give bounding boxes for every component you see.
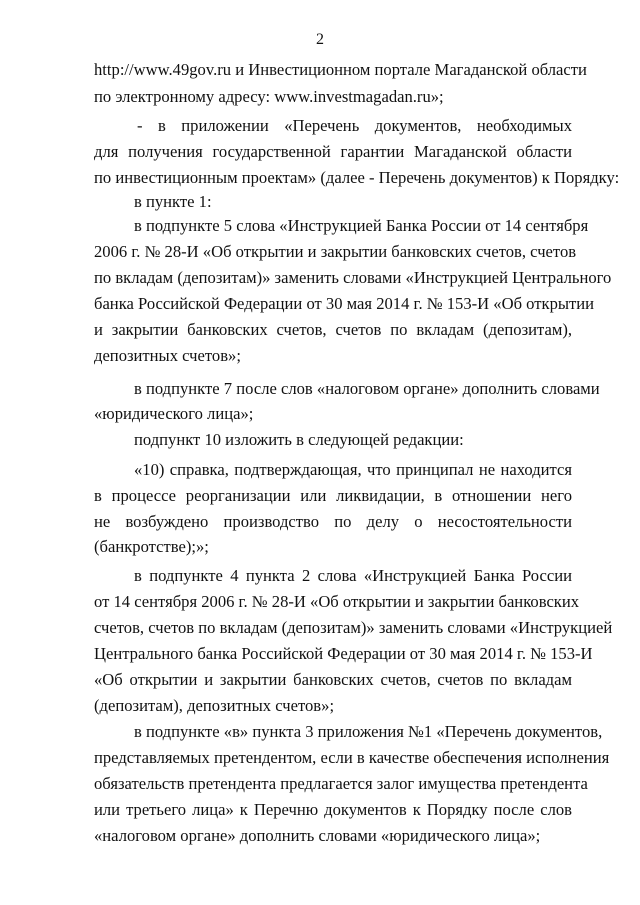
text-line: «10) справка, подтверждающая, что принципал не находится: [134, 460, 572, 479]
page-number: 2: [316, 31, 324, 48]
text-line: «юридического лица»;: [94, 404, 254, 423]
text-line: Центрального банка Российской Федерации от 30 мая 2014 г. № 153-И: [94, 644, 593, 663]
text-line: по электронному адресу: www.investmagadan.ru»;: [94, 87, 444, 106]
text-line: представляемых претендентом, если в качестве обеспечения исполнения: [94, 748, 610, 767]
text-line: не возбуждено производство по делу о несостоятельности: [94, 512, 572, 531]
text-line: и закрытии банковских счетов, счетов по вкладам (депозитам),: [94, 320, 572, 339]
text-line: депозитных счетов»;: [94, 346, 241, 365]
text-line: или третьего лица» к Перечню документов к Порядку после слов: [94, 800, 572, 819]
text-line: (депозитам), депозитных счетов»;: [94, 696, 335, 715]
text-line: по вкладам (депозитам)» заменить словами «Инструкцией Центрального: [94, 268, 612, 287]
text-line: банка Российской Федерации от 30 мая 2014 г. № 153-И «Об открытии: [94, 294, 595, 313]
text-line: в подпункте 7 после слов «налоговом органе» дополнить словами: [134, 379, 600, 398]
text-line: счетов, счетов по вкладам (депозитам)» заменить словами «Инструкцией: [94, 618, 613, 637]
text-line: http://www.49gov.ru и Инвестиционном портале Магаданской области: [94, 60, 587, 79]
text-line: в подпункте «в» пункта 3 приложения №1 «Перечень документов,: [134, 722, 603, 741]
text-line: в подпункте 4 пункта 2 слова «Инструкцией Банка России: [134, 566, 572, 585]
text-line: в подпункте 5 слова «Инструкцией Банка России от 14 сентября: [134, 216, 589, 235]
text-line: в процессе реорганизации или ликвидации, в отношении него: [94, 486, 572, 505]
text-line: «Об открытии и закрытии банковских счетов, счетов по вкладам: [94, 670, 572, 689]
text-line: по инвестиционным проектам» (далее - Перечень документов) к Порядку:: [94, 168, 620, 187]
text-line: в пункте 1:: [134, 192, 212, 211]
text-line: - в приложении «Перечень документов, необходимых: [137, 116, 572, 135]
text-line: для получения государственной гарантии Магаданской области: [94, 142, 572, 161]
text-line: «налоговом органе» дополнить словами «юридического лица»;: [94, 826, 541, 845]
text-line: (банкротстве);»;: [94, 537, 209, 556]
text-line: 2006 г. № 28-И «Об открытии и закрытии банковских счетов, счетов: [94, 242, 577, 261]
text-line: подпункт 10 изложить в следующей редакции:: [134, 430, 464, 449]
text-line: от 14 сентября 2006 г. № 28-И «Об открытии и закрытии банковских: [94, 592, 580, 611]
text-line: обязательств претендента предлагается залог имущества претендента: [94, 774, 588, 793]
